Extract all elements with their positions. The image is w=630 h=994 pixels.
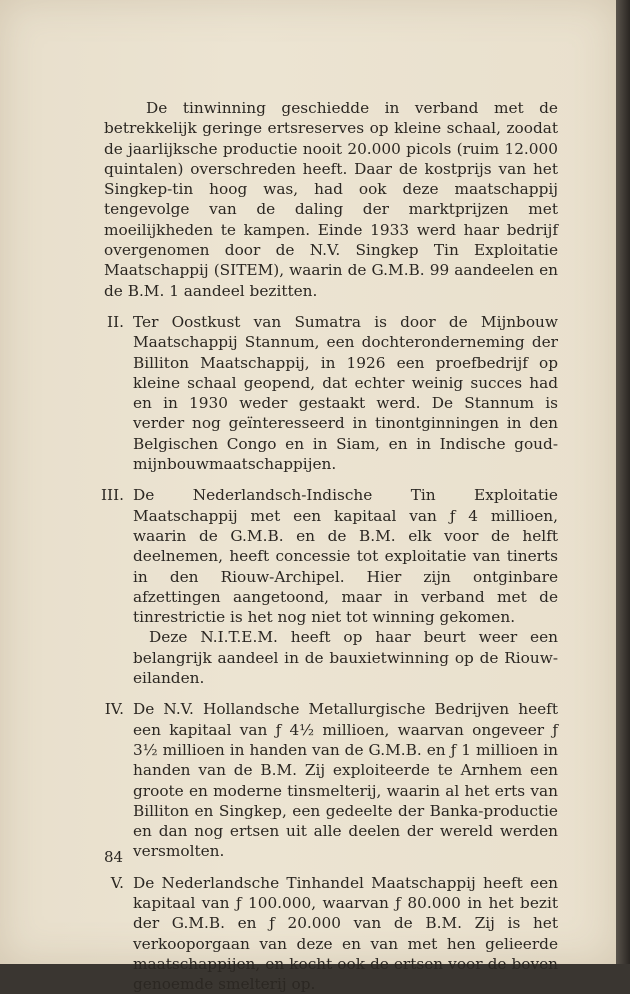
- list-item-3: [101, 485, 558, 627]
- page-number: 84: [104, 848, 124, 866]
- item-number: IV.: [104, 700, 124, 719]
- item-text: De Nederlandsche Tinhandel Maatschappij heeft een kapitaal van ƒ 100.000, waarvan ƒ 80.000 in het bezit der G.M.B. en ƒ 20.000 van de B.M. Zij is het verkooporgaan van deze en van met hen gelieerde maatschappijen, en kocht ook de ertsen voor de boven genoemde smelterij op.: [133, 873, 558, 994]
- item-text: Ter Oostkust van Sumatra is door de Mijnbouw Maatschappij Stannum, een dochteronderneming der Billiton Maatschappij, in 1926 een proefbedrijf op kleine schaal geopend, dat echter weinig succes had en in 1930 weder gestaakt werd. De Stannum is verder nog geïnteresseerd in tinontginningen in den Belgischen Congo en in Siam, en in Indische goud-mijnbouwmaatschappijen.: [133, 312, 558, 474]
- page-body: [101, 98, 558, 994]
- item-number: V.: [110, 873, 124, 892]
- list-item-2: [104, 312, 558, 474]
- list-item-5: [104, 873, 558, 994]
- intro-paragraph: De tinwinning geschiedde in verband met de betrekkelijk geringe ertsreserves op kleine schaal, zoodat de jaarlijksche productie nooit 20.000 picols (ruim 12.000 quintalen) overschreden heeft. Daar de kostprijs van het Singkep-tin hoog was, had ook deze maatschappij tengevolge van de daling der marktprijzen met moeilijkheden te kampen. Einde 1933 werd haar bedrijf overgenomen door de N.V. Singkep Tin Exploitatie Maatschappij (SITEM), waarin de G.M.B. 99 aandeelen en de B.M. 1 aandeel bezitten.: [104, 99, 558, 300]
- item-number: II.: [107, 312, 124, 331]
- item-number: III.: [101, 486, 124, 505]
- item-text: De N.V. Hollandsche Metallurgische Bedrijven heeft een kapitaal van ƒ 4½ millioen, waarvan ongeveer ƒ 3½ millioen in handen van de G.M.B. en ƒ 1 millioen in handen van de B.M. Zij exploiteerde te Arnhem een groote en moderne tinsmelterij, waarin al het erts van Billiton en Singkep, een gedeelte der Banka-productie en dan nog ertsen uit alle deelen der wereld werden versmolten.: [133, 700, 558, 861]
- book-edge: [616, 0, 630, 964]
- list-item-4: [104, 699, 558, 861]
- list-item-3-subparagraph: Deze N.I.T.E.M. heeft op haar beurt weer een belangrijk aandeel in de bauxietwinning op de Riouw-eilanden.: [133, 628, 558, 688]
- item-text: De Nederlandsch-Indische Tin Exploitatie Maatschappij met een kapitaal van ƒ 4 millioen, waarin de G.M.B. en de B.M. elk voor de helft deelnemen, heeft concessie tot exploitatie van tinerts in den Riouw-Archipel. Hier zijn ontginbare afzettingen aangetoond, maar in verband met de tinrestrictie is het nog niet tot winning gekomen.: [133, 486, 558, 627]
